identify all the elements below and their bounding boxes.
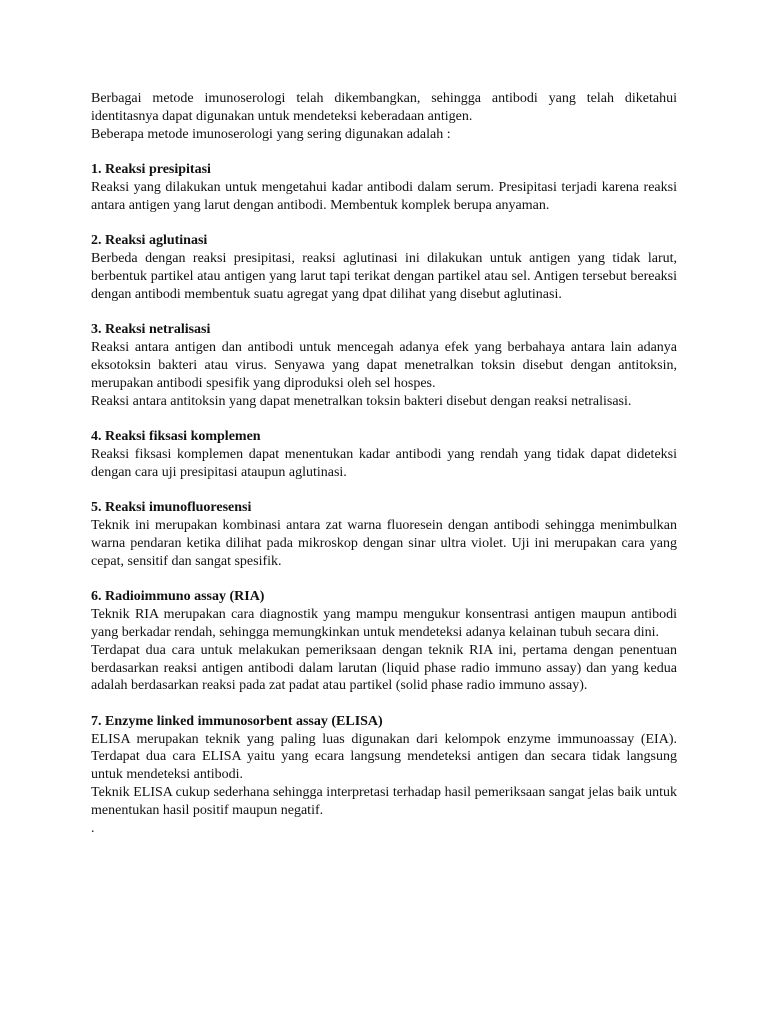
section-heading: 7. Enzyme linked immunosorbent assay (ELISA) (91, 713, 383, 729)
section-paragraph: Terdapat dua cara untuk melakukan pemeriksaan dengan teknik RIA ini, pertama dengan penentuan berdasarkan reaksi antigen antibodi dalam larutan (liquid phase radio immuno assay) dan yang kedua adalah berdasarkan reaksi pada zat padat atau partikel (solid phase radio immuno assay). (91, 642, 677, 694)
section-paragraph: Reaksi yang dilakukan untuk mengetahui kadar antibodi dalam serum. Presipitasi terjadi karena reaksi antara antigen yang larut dengan antibodi. Membentuk komplek berupa anyaman. (91, 179, 677, 213)
section-reaksi-netralisasi (91, 321, 677, 410)
section-heading: 4. Reaksi fiksasi komplemen (91, 429, 261, 445)
section-paragraph: Reaksi antara antigen dan antibodi untuk mencegah adanya efek yang berbahaya antara lain adanya eksotoksin bakteri atau virus. Senyawa yang dapat menetralkan toksin disebut dengan antitoksin, merupakan antibodi spesifik yang diproduksi oleh sel hospes. (91, 340, 677, 391)
section-heading: 6. Radioimmuno assay (RIA) (91, 589, 265, 605)
section-reaksi-aglutinasi (91, 232, 677, 303)
section-paragraph: ELISA merupakan teknik yang paling luas digunakan dari kelompok enzyme immunoassay (EIA). Terdapat dua cara ELISA yaitu yang ecara langsung mendeteksi antigen dan secara tidak langsung untuk mendeteksi antibodi. (91, 731, 677, 783)
section-paragraph: Teknik ini merupakan kombinasi antara zat warna fluoresein dengan antibodi sehingga menimbulkan warna pendaran ketika dilihat pada mikroskop dengan sinar ultra violet. Uji ini merupakan cara yang cepat, sensitif dan sangat spesifik. (91, 518, 677, 569)
section-paragraph: Reaksi antara antitoksin yang dapat menetralkan toksin bakteri disebut dengan reaksi netralisasi. (91, 393, 632, 409)
section-reaksi-presipitasi (91, 161, 677, 214)
section-heading: 3. Reaksi netralisasi (91, 322, 211, 338)
section-radioimmuno-assay (91, 588, 677, 695)
section-elisa (91, 713, 677, 838)
section-heading: 5. Reaksi imunofluoresensi (91, 500, 252, 516)
intro-paragraph: Berbagai metode imunoserologi telah dikembangkan, sehingga antibodi yang telah diketahui identitasnya dapat digunakan untuk mendeteksi keberadaan antigen. (91, 91, 677, 124)
section-paragraph: Berbeda dengan reaksi presipitasi, reaksi aglutinasi ini dilakukan untuk antigen yang tidak larut, berbentuk partikel atau antigen yang larut tapi terikat dengan partikel atau sel. Antigen tersebut bereaksi dengan antibodi membentuk suatu agregat yang dpat dilihat yang disebut aglutinasi. (91, 251, 677, 302)
intro-lead-in: Beberapa metode imunoserologi yang sering digunakan adalah : (91, 126, 451, 142)
section-reaksi-fiksasi-komplemen (91, 428, 677, 481)
trailing-period: . (91, 820, 95, 836)
section-heading: 1. Reaksi presipitasi (91, 162, 211, 178)
section-paragraph: Reaksi fiksasi komplemen dapat menentukan kadar antibodi yang rendah yang tidak dapat dideteksi dengan cara uji presipitasi ataupun aglutinasi. (91, 446, 677, 480)
section-reaksi-imunofluoresensi (91, 499, 677, 570)
section-paragraph: Teknik RIA merupakan cara diagnostik yang mampu mengukur konsentrasi antigen maupun antibodi yang berkadar rendah, sehingga memungkinkan untuk mendeteksi adanya kelainan tubuh secara dini. (91, 607, 677, 640)
section-heading: 2. Reaksi aglutinasi (91, 233, 208, 249)
section-paragraph: Teknik ELISA cukup sederhana sehingga interpretasi terhadap hasil pemeriksaan sangat jelas baik untuk menentukan hasil positif maupun negatif. (91, 785, 677, 818)
